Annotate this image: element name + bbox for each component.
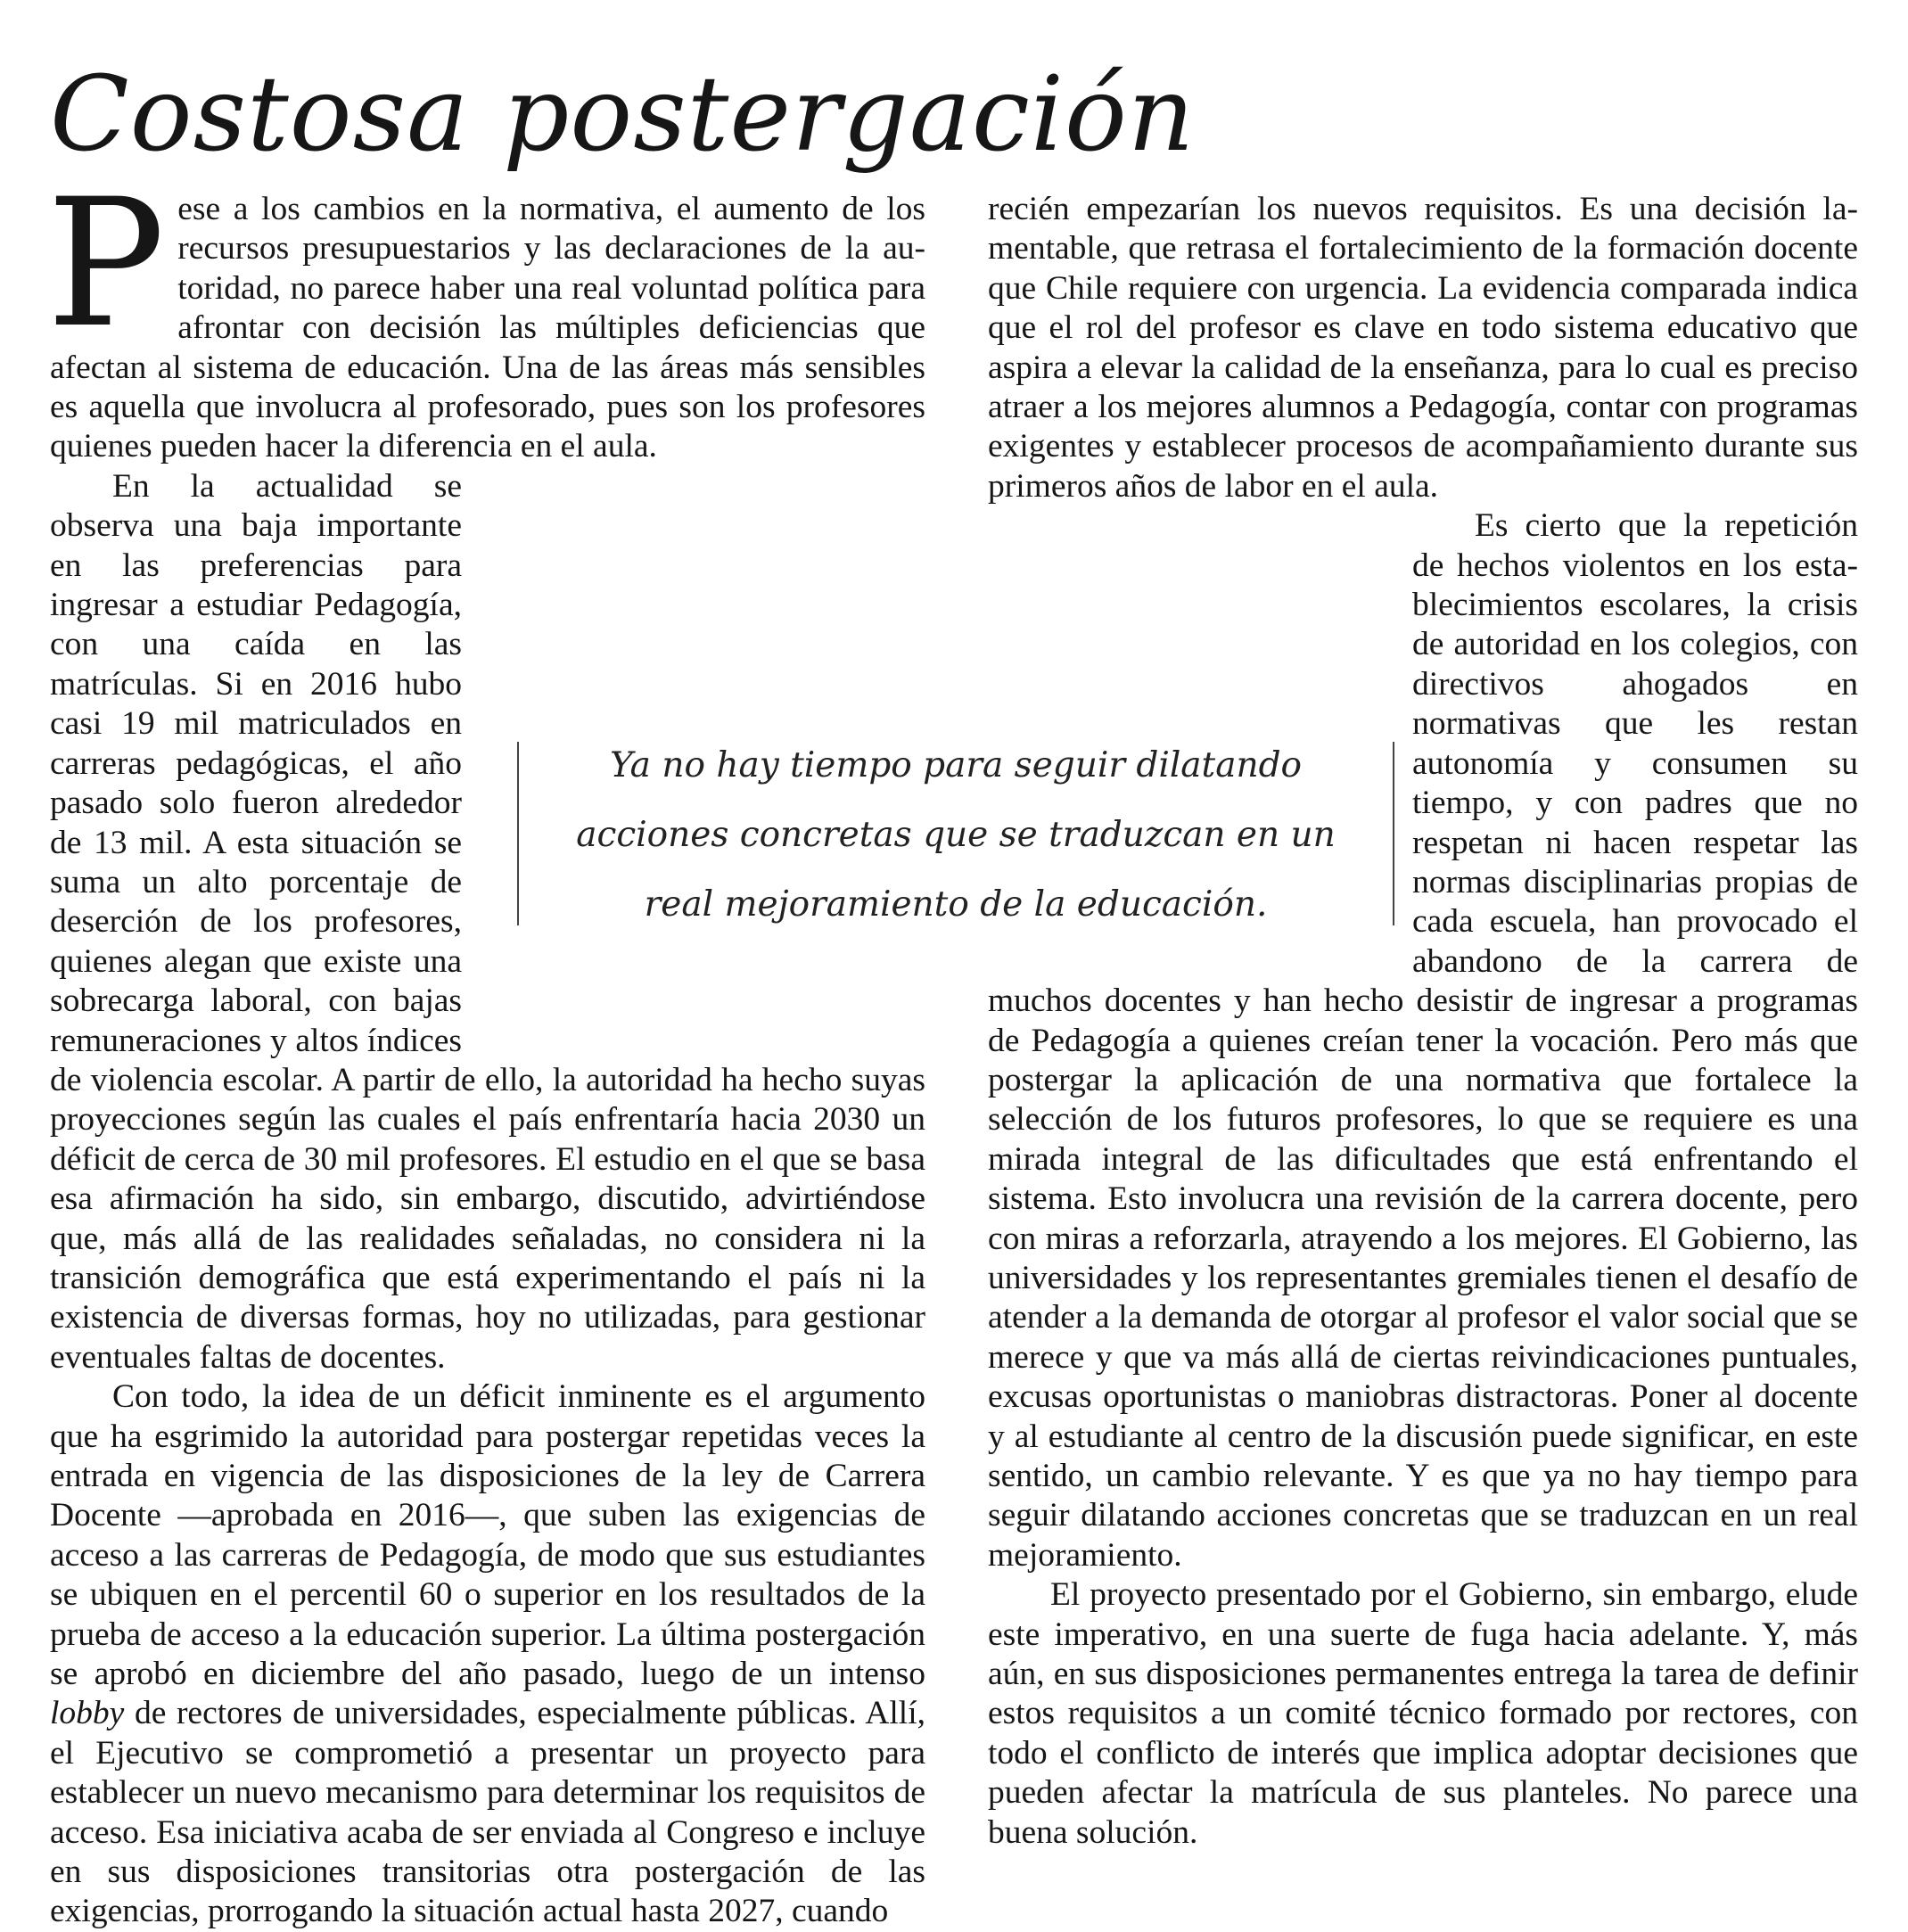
left-paragraph-2-text: En la actualidad se observa una baja importante en las preferencias para ingresar a estudiar Pedagogía, con una caída en las matrículas. Si en 2016 hubo casi 19 mil matriculados en carreras pedagógicas, el año pasado solo fueron alrededor de 13 mil. A esta situación se suma un alto porcentaje de deserción de los profesores, quienes alegan que existe una sobrecarga laboral, con bajas remuneraciones y altos índices de violencia escolar. A partir de ello, la autoridad ha hecho suyas proyecciones según las cuales el país enfrentaría hacia 2030 un déficit de cerca de 30 mil profesores. El estudio en el que se basa esa afirmación ha sido, sin embargo, discutido, advirtiéndose que, más allá de las realidades señaladas, no considera ni la transición demográfica que está experimentando el país ni la existencia de diversas formas, hoy no utilizadas, para gestionar eventuales faltas de docentes. (50, 467, 925, 1376)
left-paragraph-3-text-b: de rectores de universidades, especialmente públicas. Allí, el Ejecutivo se comprometió a presentar un proyecto para establecer un nuevo mecanismo para determinar los requisitos de acceso. Esa iniciativa acaba de ser enviada al Congreso e incluye en sus disposiciones transitorias otra postergación de las exigencias, prorrogando la situación actual hasta 2027, cuando (50, 1695, 925, 1930)
pullquote-rule-left (517, 742, 519, 925)
left-column (46, 160, 925, 1932)
right-column (988, 190, 1858, 1853)
drop-cap: P (46, 160, 166, 366)
right-paragraph-2 (988, 506, 1858, 1575)
right-paragraph-2-text: Es cierto que la repetición de hechos violentos en los establecimientos escolares, la crisis de autoridad en los colegios, con directivos ahogados en normativas que les restan autonomía y consumen su tiempo, y con padres que no respetan ni hacen respetar las normas disciplinarias propias de cada escuela, han provocado el abandono de la carrera de muchos docentes y han hecho desistir de ingresar a programas de Pedagogía a quienes creían tener la vocación. Pero más que postergar la aplicación de una normativa que fortalece la selección de los futuros profesores, lo que se requiere es una mirada integral de las dificultades que está enfrentando el sistema. Esto involucra una revisión de la carrera docente, pero con miras a reforzarla, atrayendo a los mejores. El Gobierno, las universidades y los representantes gremiales tienen el desafío de atender a la demanda de otorgar al profesor el valor social que se merece y que va más allá de ciertas reivindicaciones puntuales, excusas oportunistas o maniobras distractoras. Poner al docente y al estudiante al centro de la discusión puede significar, en este sentido, un cambio relevante. Y es que ya no hay tiempo para seguir dilatando acciones concretas que se traduzcan en un real mejoramiento. (988, 507, 1858, 1574)
left-paragraph-1-text: ese a los cambios en la normativa, el aumento de los recursos presupuestarios y las declaraciones de la autoridad, no parece haber una real voluntad política para afrontar con decisión las múltiples deficiencias que afectan al sistema de educación. Una de las áreas más sensibles es aquella que involucra al profesorado, pues son los profesores quienes pueden hacer la diferencia en el aula. (50, 191, 925, 465)
lobby-italic: lobby (50, 1695, 125, 1732)
right-paragraph-1: recién empezarían los nuevos requisitos. Es una decisión lamentable, que retrasa el fortalecimiento de la formación docente que Chile requiere con urgencia. La evidencia comparada indica que el rol del profesor es clave en todo sistema educativo que aspira a elevar la calidad de la enseñanza, para lo cual es preciso atraer a los mejores alumnos a Pedagogía, contar con programas exigentes y establecer procesos de acompañamiento durante sus primeros años de labor en el aula. (988, 191, 1858, 505)
pullquote (517, 742, 1394, 925)
headline: Costosa postergación (50, 54, 1196, 175)
pullquote-text: Ya no hay tiempo para seguir dilatando acciones concretas que se traduzcan en un real mejoramiento de la educación. (576, 745, 1336, 925)
right-paragraph-3: El proyecto presentado por el Gobierno, sin embargo, elude este imperativo, en una suerte de fuga hacia adelante. Y, más aún, en sus disposiciones permanentes entrega la tarea de definir estos requisitos a un comité técnico formado por rectores, con todo el conflicto de interés que implica adoptar decisiones que pueden afectar la matrícula de sus planteles. No parece una buena solución. (988, 1576, 1858, 1851)
left-paragraph-3 (50, 1377, 925, 1932)
left-paragraph-3-text-a: Con todo, la idea de un déficit inminente es el argumento que ha esgrimido la autoridad para postergar repetidas veces la entrada en vigencia de las disposiciones de la ley de Carrera Docente —aprobada en 2016—, que suben las exigencias de acceso a las carreras de Pedagogía, de modo que sus estudiantes se ubiquen en el percentil 60 o superior en los resultados de la prueba de acceso a la educación superior. La última postergación se aprobó en diciembre del año pasado, luego de un intenso (50, 1378, 925, 1693)
left-paragraph-1 (46, 160, 925, 467)
pullquote-rule-right (1393, 742, 1394, 925)
